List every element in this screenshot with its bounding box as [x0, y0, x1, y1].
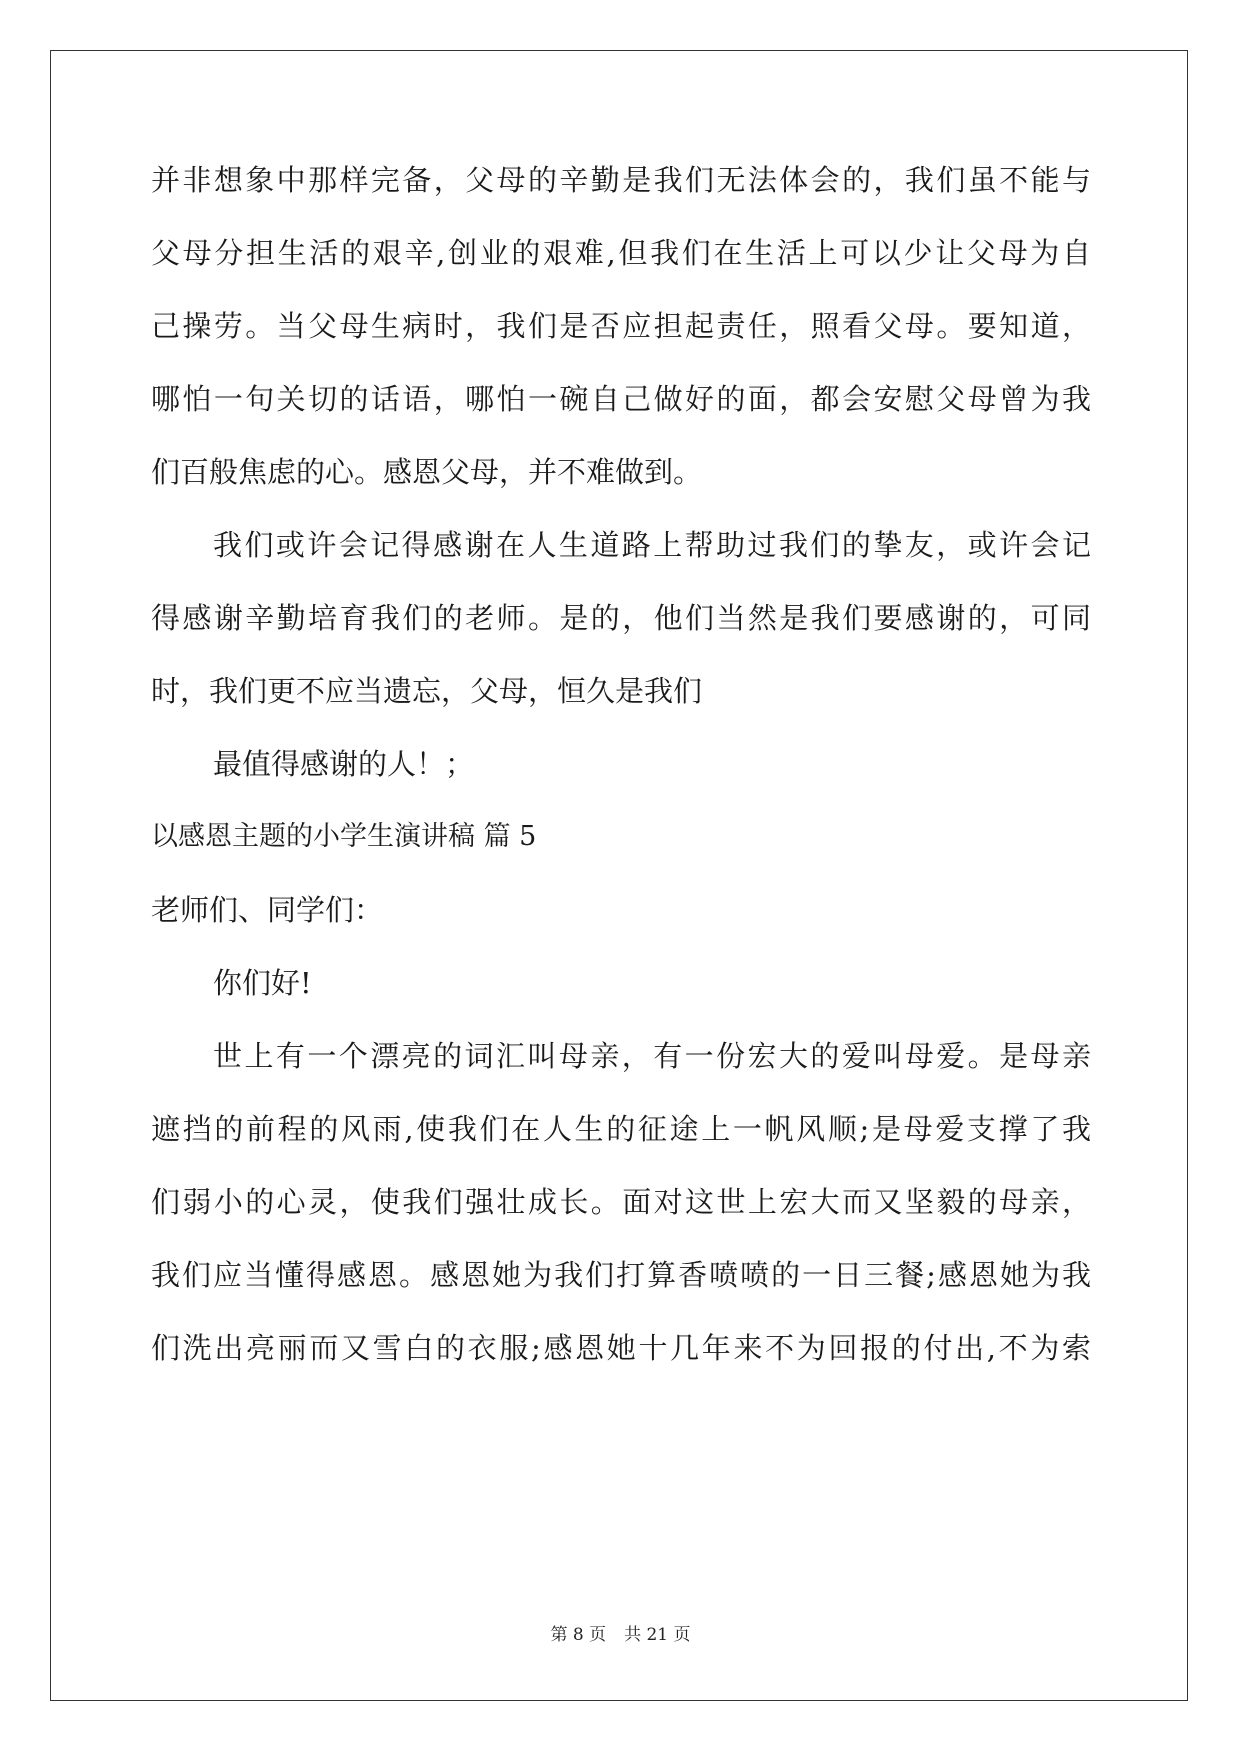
text-line: 我们应当懂得感恩。感恩她为我们打算香喷喷的一日三餐;感恩她为我 — [151, 1258, 1091, 1292]
text-line: 时，我们更不应当遗忘，父母，恒久是我们 — [151, 674, 703, 708]
text-line: 遮挡的前程的风雨,使我们在人生的征途上一帆风顺;是母爱支撑了我 — [151, 1112, 1091, 1146]
page-footer — [0, 1623, 1241, 1647]
text-line: 哪怕一句关切的话语，哪怕一碗自己做好的面，都会安慰父母曾为我 — [151, 382, 1091, 416]
text-line: 父母分担生活的艰辛,创业的艰难,但我们在生活上可以少让父母为自 — [151, 236, 1091, 270]
salutation: 老师们、同学们： — [151, 893, 384, 927]
text-line: 世上有一个漂亮的词汇叫母亲，有一份宏大的爱叫母爱。是母亲 — [213, 1039, 1091, 1073]
text-line: 我们或许会记得感谢在人生道路上帮助过我们的挚友，或许会记 — [213, 528, 1091, 562]
section-heading: 以感恩主题的小学生演讲稿 篇 5 — [151, 821, 537, 852]
text-line: 己操劳。当父母生病时，我们是否应担起责任，照看父母。要知道， — [151, 309, 1091, 343]
text-line: 最值得感谢的人！； — [213, 747, 475, 781]
greeting: 你们好! — [213, 966, 312, 1000]
text-line: 们百般焦虑的心。感恩父母，并不难做到。 — [151, 455, 703, 489]
text-line: 得感谢辛勤培育我们的老师。是的，他们当然是我们要感谢的，可同 — [151, 601, 1091, 635]
text-line: 们洗出亮丽而又雪白的衣服;感恩她十几年来不为回报的付出,不为索 — [151, 1331, 1091, 1365]
page-total: 共 21 页 — [624, 1625, 691, 1645]
text-line: 们弱小的心灵，使我们强壮成长。面对这世上宏大而又坚毅的母亲， — [151, 1185, 1091, 1219]
page-frame — [50, 50, 1188, 1701]
page-number: 第 8 页 — [550, 1625, 607, 1645]
text-line: 并非想象中那样完备，父母的辛勤是我们无法体会的，我们虽不能与 — [151, 163, 1091, 197]
